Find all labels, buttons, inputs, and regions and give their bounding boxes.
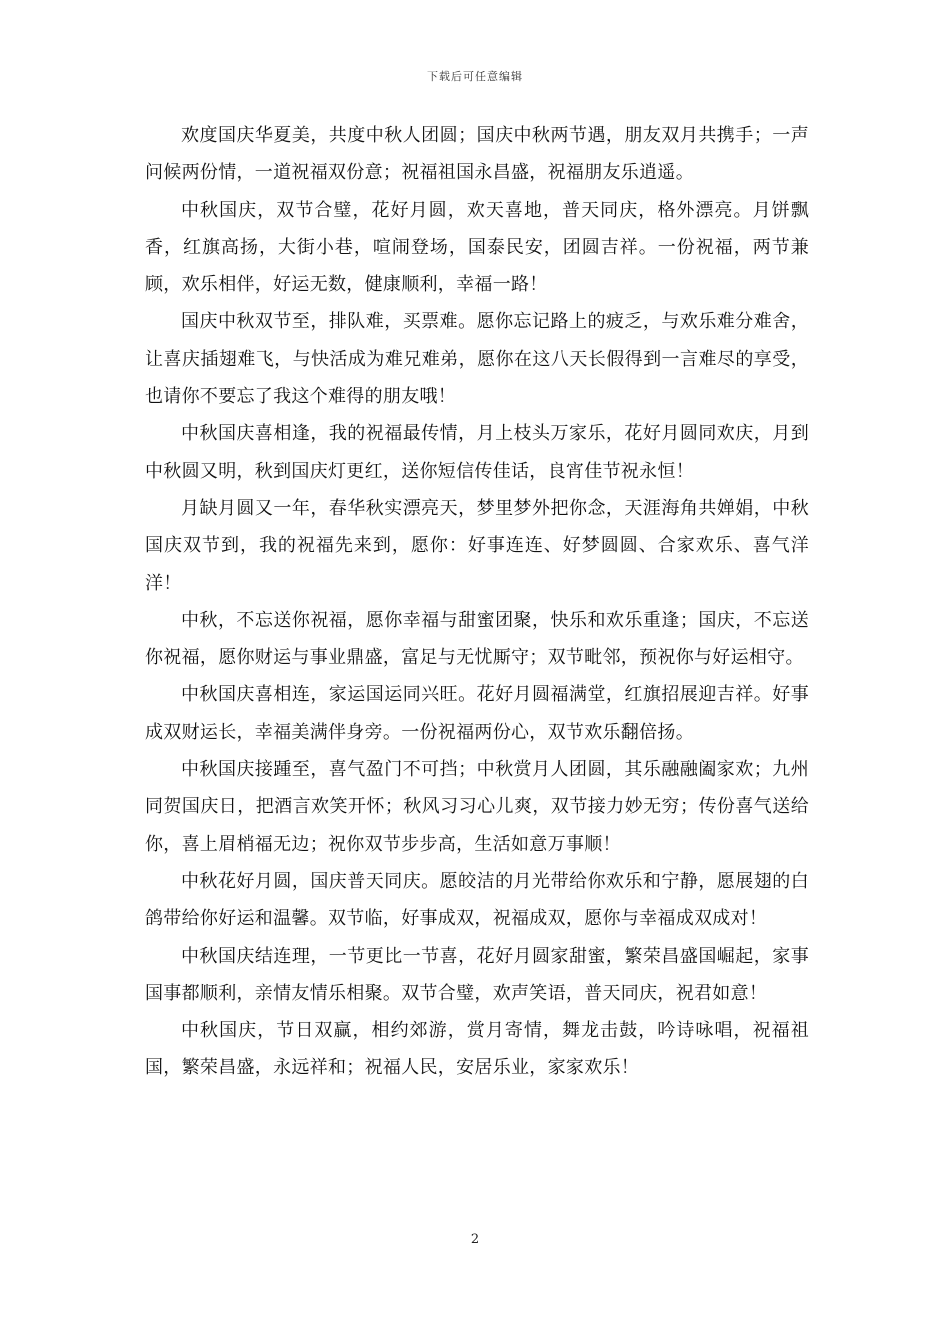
paragraph: 中秋花好月圆，国庆普天同庆。愿皎洁的月光带给你欢乐和宁静，愿展翅的白鸽带给你好运和温馨。双节临，好事成双，祝福成双，愿你与幸福成双成对！ [145,870,809,930]
paragraph: 中秋国庆结连理，一节更比一节喜，花好月圆家甜蜜，繁荣昌盛国崛起，家事国事都顺利，亲情友情乐相聚。双节合璧，欢声笑语，普天同庆，祝君如意！ [145,945,809,1004]
paragraph: 中秋国庆接踵至，喜气盈门不可挡；中秋赏月人团圆，其乐融融阖家欢；九州同贺国庆日，把酒言欢笑开怀；秋风习习心儿爽，双节接力妙无穷；传份喜气送给你，喜上眉梢福无边；祝你双节步步高，生活如意万事顺！ [145,759,809,855]
paragraph: 月缺月圆又一年，春华秋实漂亮天，梦里梦外把你念，天涯海角共婵娟，中秋国庆双节到，我的祝福先来到，愿你：好事连连、好梦圆圆、合家欢乐、喜气洋洋！ [145,497,809,594]
document-body [145,117,809,1087]
paragraph: 中秋国庆喜相逢，我的祝福最传情，月上枝头万家乐，花好月圆同欢庆，月到中秋圆又明，秋到国庆灯更红，送你短信传佳话，良宵佳节祝永恒！ [145,423,809,482]
paragraph: 中秋，不忘送你祝福，愿你幸福与甜蜜团聚，快乐和欢乐重逢；国庆，不忘送你祝福，愿你财运与事业鼎盛，富足与无忧厮守；双节毗邻，预祝你与好运相守。 [145,609,809,669]
paragraph: 中秋国庆喜相连，家运国运同兴旺。花好月圆福满堂，红旗招展迎吉祥。好事成双财运长，幸福美满伴身旁。一份祝福两份心，双节欢乐翻倍扬。 [145,684,809,743]
paragraph: 中秋国庆，双节合璧，花好月圆，欢天喜地，普天同庆，格外漂亮。月饼飘香，红旗高扬，大街小巷，喧闹登场，国泰民安，团圆吉祥。一份祝福，两节兼顾，欢乐相伴，好运无数，健康顺利，幸福一路！ [145,199,809,296]
page-number: 2 [470,1232,480,1247]
paragraph: 国庆中秋双节至，排队难，买票难。愿你忘记路上的疲乏，与欢乐难分难舍，让喜庆插翅难飞，与快活成为难兄难弟，愿你在这八天长假得到一言难尽的享受，也请你不要忘了我这个难得的朋友哦！ [145,311,809,408]
page-header: 下载后可任意编辑 [427,70,523,83]
paragraph: 中秋国庆，节日双赢，相约郊游，赏月寄情，舞龙击鼓，吟诗咏唱，祝福祖国，繁荣昌盛，永远祥和；祝福人民，安居乐业，家家欢乐！ [145,1020,809,1079]
paragraph: 欢度国庆华夏美，共度中秋人团圆；国庆中秋两节遇，朋友双月共携手；一声问候两份情，一道祝福双份意；祝福祖国永昌盛，祝福朋友乐逍遥。 [145,125,809,184]
